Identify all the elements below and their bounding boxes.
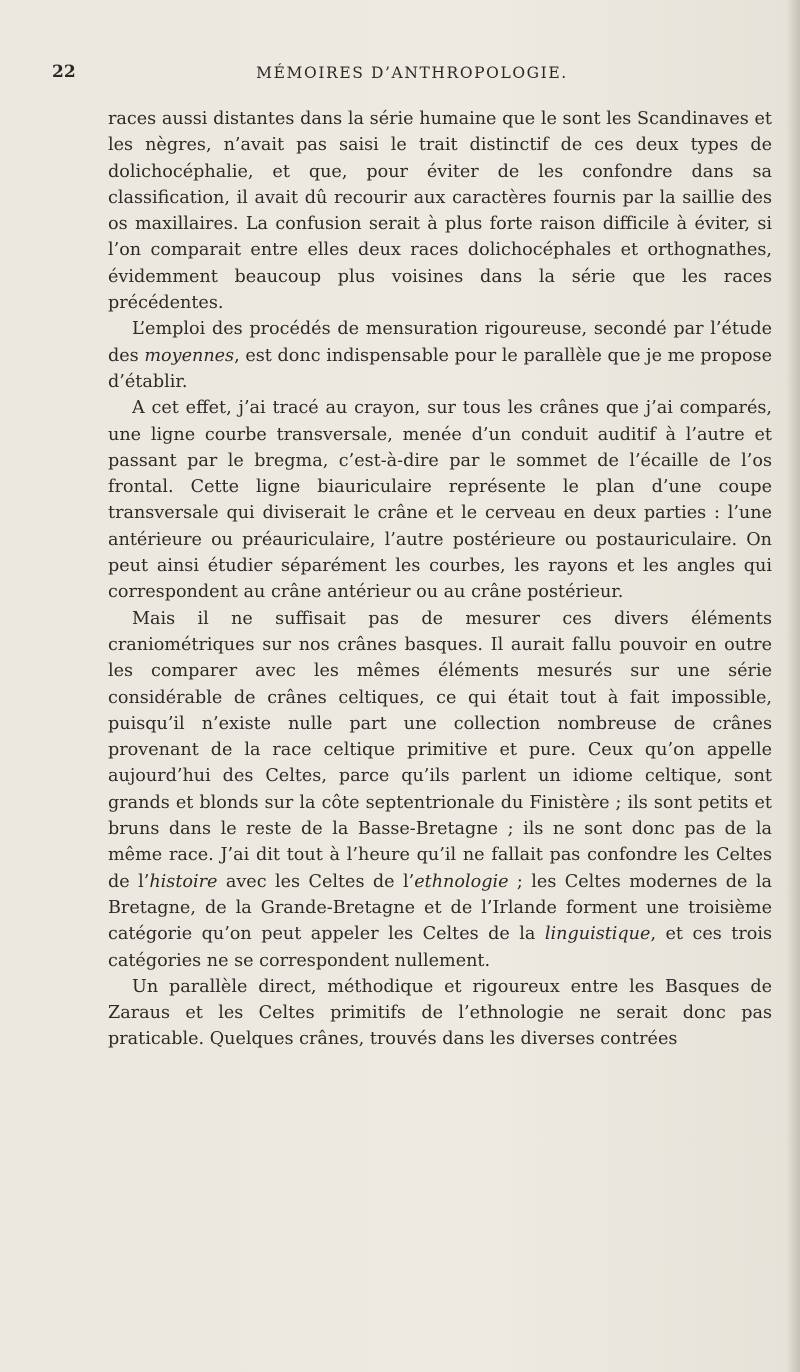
- text-run: Un parallèle direct, méthodique et rigoureux entre les Basques de Zaraus et les Celtes primitifs de l’ethnologie ne serait donc pas praticable. Quelques crânes, trouvés dans les diverses contrées: [108, 976, 772, 1050]
- paragraph: [108, 395, 772, 605]
- running-title: MÉMOIRES D’ANTHROPOLOGIE.: [256, 64, 568, 82]
- paragraph: [108, 106, 772, 316]
- paragraph: [108, 974, 772, 1053]
- italic-term: histoire: [149, 871, 218, 892]
- text-run: ; les Celtes modernes de la Bretagne, de la Grande-Bretagne et de l’Irlande forment une troisième catégorie qu’on peut appeler les Celtes de la: [108, 871, 772, 945]
- text-run: races aussi distantes dans la série humaine que le sont les Scandinaves et les nègres, n’avait pas saisi le trait distinctif de ces deux types de dolichocéphalie, et que, pour éviter de les confondre dans sa classification, il avait dû recourir aux caractères fournis par la saillie des os maxillaires. La confusion serait à plus forte raison difficile à éviter, si l’on comparait entre elles deux races dolichocéphales et orthognathes, évidemment beaucoup plus voisines dans la série que les races précédentes.: [108, 109, 772, 314]
- paragraph: [108, 316, 772, 395]
- paragraph: [108, 606, 772, 974]
- italic-term: ethnologie: [414, 871, 509, 892]
- italic-term: linguistique: [544, 924, 651, 945]
- text-run: L’emploi des procédés de mensuration rigoureuse, secondé par l’étude des: [108, 319, 772, 366]
- page-edge-shadow: [786, 0, 800, 1372]
- text-run: A cet effet, j’ai tracé au crayon, sur tous les crânes que j’ai comparés, une ligne courbe transversale, menée d’un conduit auditif à l’autre et passant par le bregma, c’est-à-dire par le sommet de l’écaille de l’os frontal. Cette ligne biauriculaire représente le plan d’une coupe transversale qui diviserait le crâne et le cerveau en deux parties : l’une antérieure ou préauriculaire, l’autre postérieure ou postauriculaire. On peut ainsi étudier séparément les courbes, les rayons et les angles qui correspondent au crâne antérieur ou au crâne postérieur.: [108, 398, 772, 603]
- italic-term: moyennes: [144, 345, 235, 366]
- text-run: Mais il ne suffisait pas de mesurer ces divers éléments craniométriques sur nos crânes basques. Il aurait fallu pouvoir en outre les comparer avec les mêmes éléments mesurés sur une série considérable de crânes celtiques, ce qui était tout à fait impossible, puisqu’il n’existe nulle part une collection nombreuse de crânes provenant de la race celtique primitive et pure. Ceux qu’on appelle aujourd’hui des Celtes, parce qu’ils parlent un idiome celtique, sont grands et blonds sur la côte septentrionale du Finistère ; ils sont petits et bruns dans le reste de la Basse-Bretagne ; ils ne sont donc pas de la même race. J’ai dit tout à l’heure qu’il ne fallait pas confondre les Celtes de l’: [108, 608, 772, 892]
- text-run: , est donc indispensable pour le parallèle que je me propose d’établir.: [108, 345, 772, 392]
- text-run: avec les Celtes de l’: [217, 871, 415, 892]
- page-number: 22: [52, 62, 76, 82]
- body-text: [108, 106, 772, 1053]
- text-run: , et ces trois catégories ne se correspondent nullement.: [108, 924, 772, 971]
- page-header: [52, 62, 772, 90]
